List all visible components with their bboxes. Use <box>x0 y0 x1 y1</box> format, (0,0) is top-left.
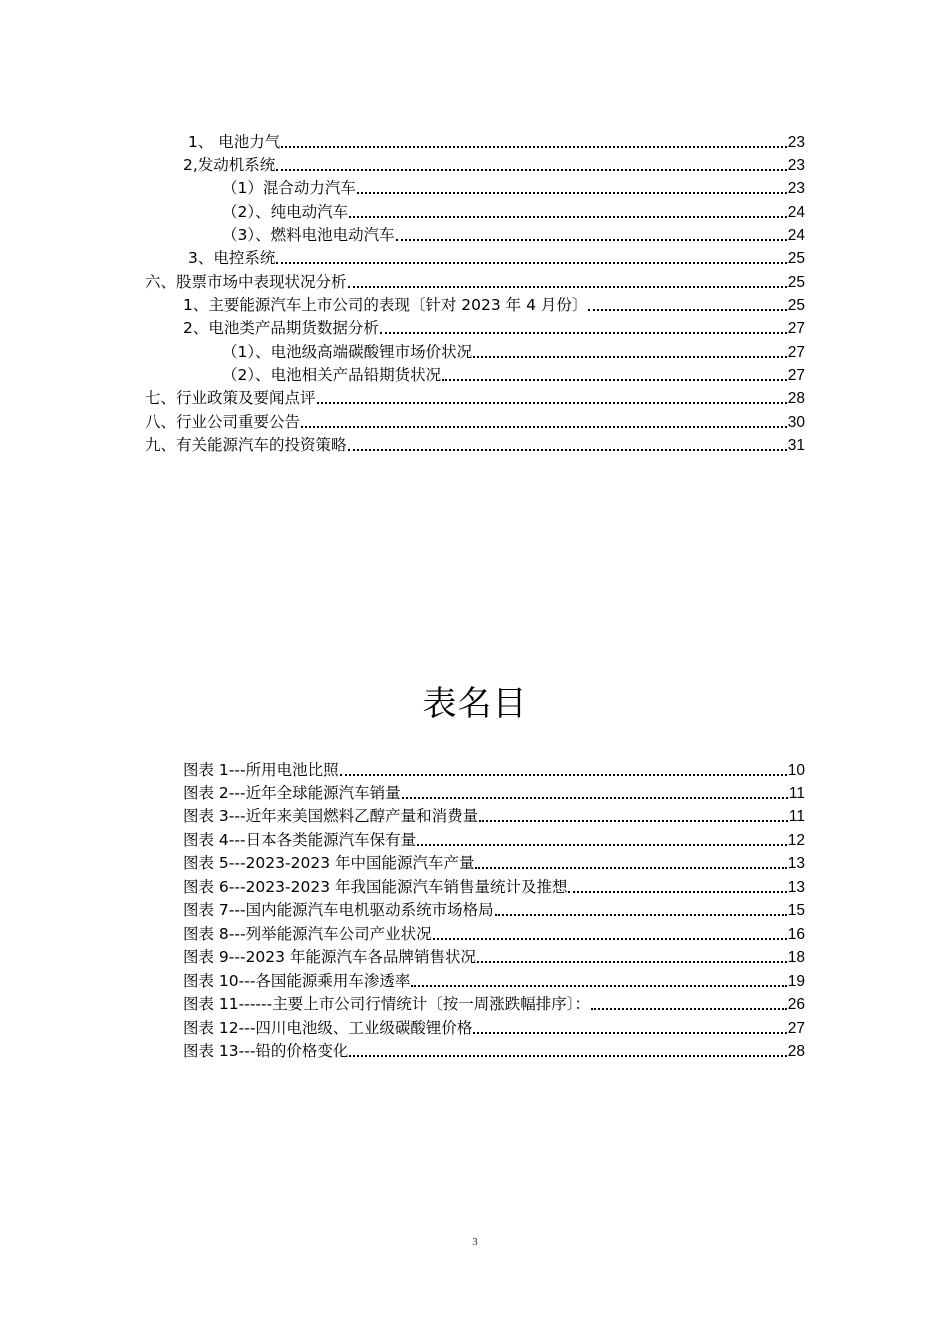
figure-entry-page: 18 <box>787 949 805 966</box>
toc-entry-page: 25 <box>787 250 805 267</box>
dot-leader <box>477 961 787 963</box>
dot-leader <box>301 426 787 428</box>
toc-entry-page: 31 <box>787 437 805 454</box>
dot-leader <box>281 146 786 148</box>
toc-entry[interactable] <box>188 248 805 270</box>
figure-entry-label: 图表 1---所用电池比照 <box>183 761 339 779</box>
dot-leader <box>276 169 786 171</box>
toc-entry-page: 28 <box>787 390 805 407</box>
figure-entry-label: 图表 3---近年来美国燃料乙醇产量和消费量 <box>183 807 479 825</box>
toc-entry[interactable] <box>145 435 805 457</box>
dot-leader <box>349 216 787 218</box>
toc-entry[interactable] <box>145 412 805 434</box>
figure-entry[interactable] <box>183 1041 805 1063</box>
dot-leader <box>402 797 788 799</box>
toc-entry[interactable] <box>222 365 805 387</box>
figure-entry-label: 图表 6---2023-2023 年我国能源汽车销售量统计及推想 <box>183 878 568 896</box>
toc-entry[interactable] <box>222 342 805 364</box>
figure-entry-label: 图表 4---日本各类能源汽车保有量 <box>183 831 417 849</box>
toc-entry[interactable] <box>188 132 805 154</box>
figure-entry[interactable] <box>183 994 805 1016</box>
toc-entry[interactable] <box>183 155 805 177</box>
figure-entry[interactable] <box>183 924 805 946</box>
figures-heading: 表名目 <box>422 684 528 724</box>
toc-entry-label: （2）、纯电动汽车 <box>222 203 349 221</box>
toc-entry[interactable] <box>222 178 805 200</box>
figure-entry-page: 10 <box>787 762 805 779</box>
figure-entry[interactable] <box>183 853 805 875</box>
dot-leader <box>433 938 787 940</box>
toc-entry-label: （2）、电池相关产品铅期货状况 <box>222 366 442 384</box>
dot-leader <box>357 192 787 194</box>
toc-entry-label: 八、行业公司重要公告 <box>145 413 301 431</box>
figure-entry[interactable] <box>183 1018 805 1040</box>
dot-leader <box>411 985 786 987</box>
dot-leader <box>568 891 786 893</box>
toc-entry-page: 27 <box>787 320 805 337</box>
toc-entry-page: 25 <box>787 274 805 291</box>
toc-entry-page: 23 <box>787 157 805 174</box>
toc-entry[interactable] <box>145 272 805 294</box>
toc-entry-label: 六、股票市场中表现状况分析 <box>145 273 347 291</box>
dot-leader <box>479 820 788 822</box>
toc-entry-page: 30 <box>787 414 805 431</box>
figure-entry[interactable] <box>183 806 805 828</box>
dot-leader <box>340 774 787 776</box>
figure-entry[interactable] <box>183 783 805 805</box>
toc-entry-page: 23 <box>787 134 805 151</box>
toc-entry-label: （1）、电池级高端碳酸锂市场价状况 <box>222 343 473 361</box>
dot-leader <box>417 844 787 846</box>
toc-entry-label: 七、行业政策及要闻点评 <box>145 389 316 407</box>
figure-entry-page: 19 <box>787 973 805 990</box>
dot-leader <box>348 449 787 451</box>
toc-entry-label: 2、电池类产品期货数据分析 <box>183 319 379 337</box>
dot-leader <box>396 239 787 241</box>
dot-leader <box>473 356 787 358</box>
figure-entry-page: 27 <box>787 1020 805 1037</box>
dot-leader <box>591 1008 787 1010</box>
toc-entry-label: （3）、燃料电池电动汽车 <box>222 226 395 244</box>
figure-entry-page: 13 <box>787 879 805 896</box>
toc-entry-page: 25 <box>787 297 805 314</box>
toc-entry-label: 1、 电池力气 <box>188 133 281 151</box>
figure-entry[interactable] <box>183 877 805 899</box>
figure-entry[interactable] <box>183 947 805 969</box>
toc-entry[interactable] <box>183 295 805 317</box>
figure-entry-page: 28 <box>787 1043 805 1060</box>
toc-entry[interactable] <box>222 225 805 247</box>
dot-leader <box>588 309 786 311</box>
figure-entry-label: 图表 8---列举能源汽车公司产业状况 <box>183 925 432 943</box>
figure-entry-label: 图表 5---2023-2023 年中国能源汽车产量 <box>183 854 475 872</box>
dot-leader <box>473 1032 786 1034</box>
toc-entry-label: 2,发动机系统 <box>183 156 276 174</box>
toc-entry-page: 24 <box>787 204 805 221</box>
toc-entry-label: 1、主要能源汽车上市公司的表现〔针对 2023 年 4 月份〕 <box>183 296 588 314</box>
dot-leader <box>276 262 786 264</box>
dot-leader <box>317 402 787 404</box>
toc-entry[interactable] <box>222 202 805 224</box>
toc-entry-page: 27 <box>787 344 805 361</box>
dot-leader <box>380 332 787 334</box>
figure-entry-label: 图表 7---国内能源汽车电机驱动系统市场格局 <box>183 901 494 919</box>
dot-leader <box>348 286 787 288</box>
toc-entry-label: （1）混合动力汽车 <box>222 179 356 197</box>
figure-entry-page: 15 <box>787 902 805 919</box>
toc-entry[interactable] <box>183 318 805 340</box>
figure-entry[interactable] <box>183 900 805 922</box>
toc-entry-page: 23 <box>787 180 805 197</box>
toc-entry[interactable] <box>145 388 805 410</box>
figure-entry-page: 11 <box>788 808 805 825</box>
page-number: 3 <box>472 1236 478 1248</box>
figure-entry-label: 图表 10---各国能源乘用车渗透率 <box>183 972 411 990</box>
figure-entry-page: 11 <box>788 785 805 802</box>
dot-leader <box>349 1055 786 1057</box>
toc-entry-page: 27 <box>787 367 805 384</box>
dot-leader <box>475 867 786 869</box>
figure-entry-page: 16 <box>787 926 805 943</box>
figure-entry-page: 13 <box>787 855 805 872</box>
figure-entry-label: 图表 11------主要上市公司行情统计〔按一周涨跌幅排序〕： <box>183 995 590 1013</box>
toc-entry-page: 24 <box>787 227 805 244</box>
figure-entry-label: 图表 13---铅的价格变化 <box>183 1042 349 1060</box>
figure-entry-label: 图表 9---2023 年能源汽车各品牌销售状况 <box>183 948 476 966</box>
figure-entry[interactable] <box>183 971 805 993</box>
figure-entry[interactable] <box>183 830 805 852</box>
figure-entry[interactable] <box>183 760 805 782</box>
dot-leader <box>442 379 787 381</box>
figure-entry-label: 图表 2---近年全球能源汽车销量 <box>183 784 401 802</box>
toc-entry-label: 九、有关能源汽车的投资策略 <box>145 436 347 454</box>
figure-entry-label: 图表 12---四川电池级、工业级碳酸锂价格 <box>183 1019 473 1037</box>
figure-entry-page: 12 <box>787 832 805 849</box>
dot-leader <box>495 914 787 916</box>
figure-entry-page: 26 <box>787 996 805 1013</box>
toc-entry-label: 3、电控系统 <box>188 249 276 267</box>
